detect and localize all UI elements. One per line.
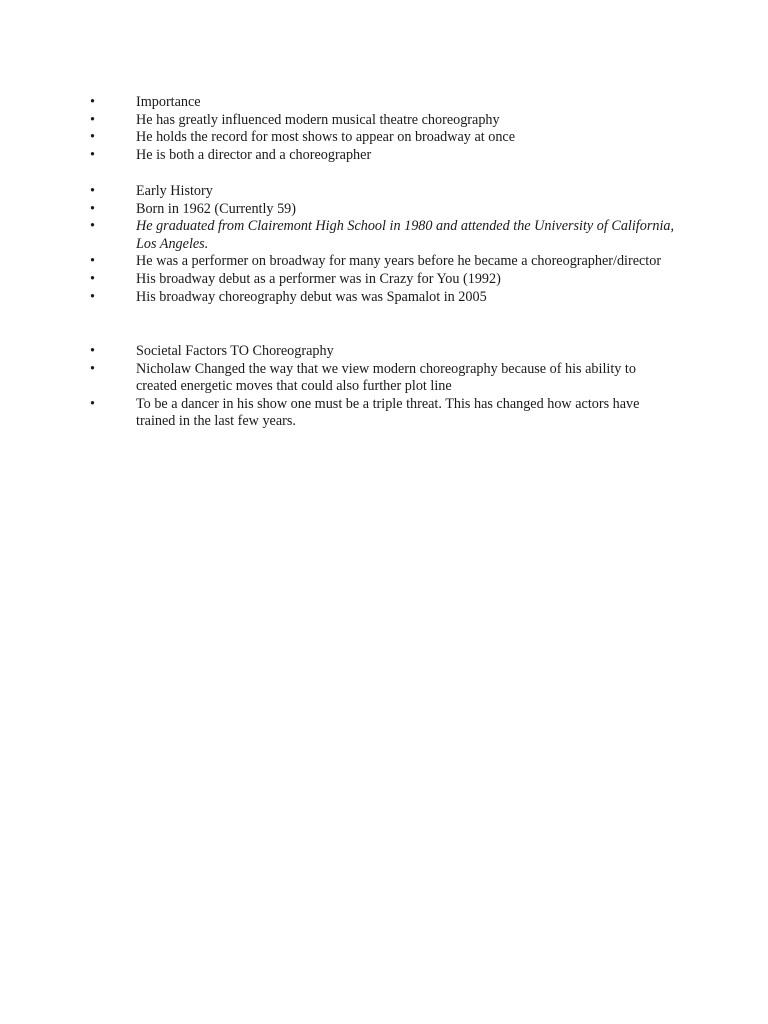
bullet: • [90,111,95,128]
bullet: • [90,129,95,146]
bullet: • [90,94,95,110]
bullet: • [90,395,95,412]
item-text: His broadway debut as a performer was in Crazy for You (1992) [136,270,501,287]
item-text: He was a performer on broadway for many years before he became a choreographer/director [136,253,662,270]
section-early-history [90,183,680,306]
list-item [90,94,680,112]
bullet: • [90,146,95,163]
list-item [90,201,680,219]
list-item [90,253,680,271]
list-item [90,112,680,130]
list-item [90,147,680,165]
item-text: Nicholaw Changed the way that we view modern choreography because of his ability to created energetic moves that could also further plot line [136,360,636,395]
bullet: • [90,343,95,359]
list-item [90,396,680,431]
item-text: Early History [136,183,213,199]
list-item [90,289,680,307]
bullet: • [90,183,95,199]
list-item [90,361,680,396]
list-item [90,271,680,289]
list-item [90,218,680,253]
bullet: • [90,360,95,377]
bullet: • [90,270,95,287]
bullet: • [90,200,95,217]
bullet: • [90,253,95,270]
section-importance [90,94,680,164]
item-text: He graduated from Clairemont High School in 1980 and attended the University of California, Los Angeles. [136,218,675,252]
item-text: To be a dancer in his show one must be a triple threat. This has changed how actors have trained in the last few years. [136,395,640,430]
item-text: He is both a director and a choreographer [136,146,372,163]
item-text: Born in 1962 (Currently 59) [136,200,296,217]
bullet: • [90,218,95,235]
list-item [90,129,680,147]
list-item [90,343,680,361]
bullet: • [90,288,95,305]
item-text: Societal Factors TO Choreography [136,343,334,359]
item-text: Importance [136,94,201,110]
section-societal-factors [90,343,680,431]
item-text: He holds the record for most shows to appear on broadway at once [136,129,516,146]
item-text: His broadway choreography debut was was Spamalot in 2005 [136,288,487,305]
item-text: He has greatly influenced modern musical theatre choreography [136,111,500,128]
list-item [90,183,680,201]
